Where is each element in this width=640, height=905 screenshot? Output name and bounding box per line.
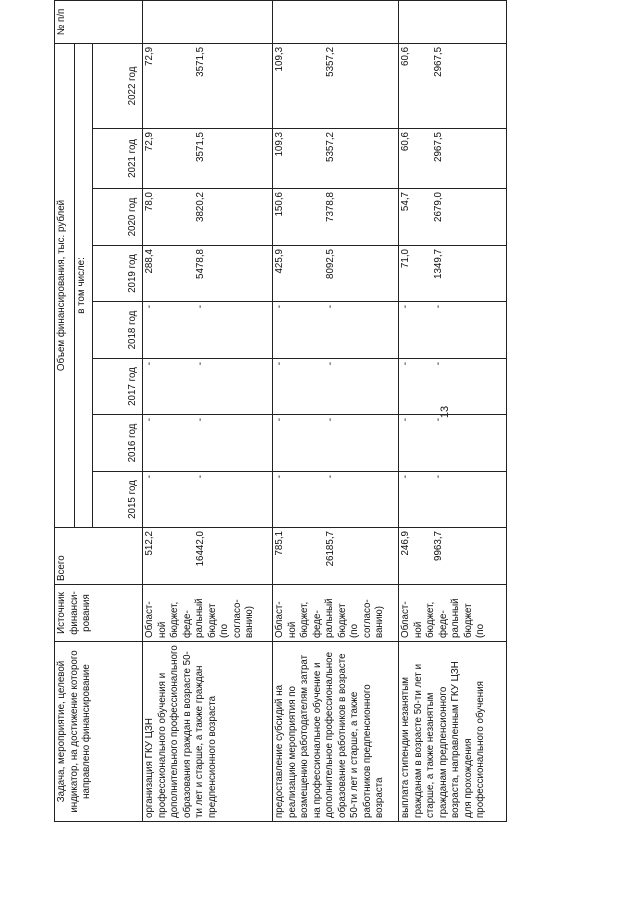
year-cell: [143, 302, 273, 359]
federal-value: 5357,2: [324, 46, 336, 77]
header-year-5: 2019 год: [93, 246, 143, 302]
federal-value: -: [194, 305, 206, 309]
header-year-3: 2017 год: [93, 359, 143, 415]
federal-value: 1349,7: [432, 249, 444, 279]
year-cell: [143, 246, 273, 302]
regional-value: -: [400, 362, 411, 366]
task-text: выплата стипендии незанятым гражданам в возрасте 50-ти лет и старше, а также незанятым гражданам предпенсионного возраста, направленным ГКУ ЦЗН для прохождения профессионального обучения: [399, 642, 507, 822]
federal-value: 9963,7: [432, 531, 444, 561]
year-cell: [273, 189, 399, 246]
year-cell: [273, 246, 399, 302]
header-year-4: 2018 год: [93, 302, 143, 359]
financing-table: [54, 0, 507, 822]
federal-value: 3820,2: [194, 192, 206, 222]
regional-value: -: [144, 418, 155, 422]
header-volume: Объем финансирования, тыс. рублей: [55, 43, 75, 527]
federal-value: 3571,5: [194, 46, 206, 77]
regional-value: -: [400, 475, 411, 479]
header-total: Всего: [55, 528, 143, 585]
value-gap: [287, 362, 325, 411]
year-cell: [273, 415, 399, 472]
federal-value: 2967,5: [432, 132, 444, 162]
federal-value: -: [194, 362, 206, 366]
value-gap: [413, 362, 433, 411]
year-cell: [273, 129, 399, 189]
value-gap: [413, 475, 433, 524]
year-cell: [273, 43, 399, 128]
value-gap: [157, 475, 195, 524]
federal-value: -: [432, 475, 444, 479]
federal-value: -: [194, 475, 206, 479]
regional-value: 512,2: [144, 531, 155, 556]
total-cell: [143, 528, 273, 585]
year-cell: [143, 129, 273, 189]
value-gap: [413, 418, 433, 468]
header-source: Источник финанси-рования: [55, 585, 143, 642]
total-cell: [399, 528, 507, 585]
regional-value: -: [274, 418, 285, 422]
value-gap: [287, 132, 325, 185]
table-row: [273, 0, 399, 821]
regional-value: 60,6: [400, 46, 411, 66]
year-cell: [399, 43, 507, 128]
regional-value: 71,0: [400, 249, 411, 269]
regional-value: -: [400, 305, 411, 309]
value-gap: [413, 132, 433, 185]
year-cell: [399, 246, 507, 302]
regional-value: 72,9: [144, 132, 155, 152]
task-text: организация ГКУ ЦЗН профессионального обучения и дополнительного профессионального образования граждан в возрасте 50-ти лет и старше, а также граждан предпенсионного возраста: [143, 642, 273, 822]
year-cell: [143, 189, 273, 246]
source-text: Област-ной бюджет, феде-ральный бюджет (по согласо-ванию): [143, 585, 273, 642]
header-including: в том числе:: [75, 43, 93, 527]
federal-value: -: [194, 418, 206, 422]
header-year-7: 2021 год: [93, 129, 143, 189]
regional-value: 54,7: [400, 192, 411, 212]
header-year-2: 2016 год: [93, 415, 143, 472]
regional-value: -: [274, 475, 285, 479]
value-gap: [413, 305, 433, 355]
year-cell: [143, 472, 273, 528]
value-gap: [287, 47, 325, 125]
page-number: 13: [439, 405, 451, 419]
federal-value: -: [324, 362, 336, 366]
value-gap: [157, 132, 195, 185]
regional-value: -: [144, 475, 155, 479]
header-year-1: 2015 год: [93, 472, 143, 528]
federal-value: 2967,5: [432, 46, 444, 77]
federal-value: 16442,0: [194, 531, 206, 567]
header-year-6: 2020 год: [93, 189, 143, 246]
value-gap: [157, 418, 195, 468]
value-gap: [413, 531, 433, 581]
federal-value: -: [324, 475, 336, 479]
year-cell: [399, 302, 507, 359]
federal-value: -: [324, 418, 336, 422]
year-cell: [273, 359, 399, 415]
federal-value: -: [432, 305, 444, 309]
total-cell: [273, 528, 399, 585]
source-text: Област-ной бюджет, феде-ральный бюджет (по согласо-ванию): [273, 585, 399, 642]
year-cell: [399, 359, 507, 415]
value-gap: [157, 249, 195, 298]
value-gap: [287, 531, 325, 581]
row-number: [399, 0, 507, 43]
federal-value: 5357,2: [324, 132, 336, 162]
value-gap: [157, 47, 195, 125]
year-cell: [143, 359, 273, 415]
federal-value: 3571,5: [194, 132, 206, 162]
row-number: [143, 0, 273, 43]
value-gap: [287, 249, 325, 298]
value-gap: [157, 362, 195, 411]
year-cell: [399, 472, 507, 528]
year-cell: [399, 129, 507, 189]
regional-value: 60,6: [400, 132, 411, 152]
value-gap: [157, 192, 195, 242]
table-row: [143, 0, 273, 821]
regional-value: 109,3: [274, 132, 285, 157]
federal-value: -: [432, 362, 444, 366]
row-number: [273, 0, 399, 43]
regional-value: 78,0: [144, 192, 155, 212]
header-year-8: 2022 год: [93, 43, 143, 128]
year-cell: [273, 302, 399, 359]
year-cell: [399, 189, 507, 246]
value-gap: [287, 192, 325, 242]
regional-value: 150,6: [274, 192, 285, 217]
year-cell: [143, 43, 273, 128]
year-cell: [399, 415, 507, 472]
value-gap: [413, 47, 433, 125]
header-task: Задача, мероприятие, целевой индикатор, на достижение которого направлено финансирование: [55, 642, 143, 822]
regional-value: -: [144, 362, 155, 366]
regional-value: 425,9: [274, 249, 285, 274]
federal-value: 26185,7: [324, 531, 336, 567]
federal-value: 8092,5: [324, 249, 336, 279]
table-row: [399, 0, 507, 821]
value-gap: [287, 418, 325, 468]
federal-value: 7378,8: [324, 192, 336, 222]
regional-value: 109,3: [274, 46, 285, 72]
value-gap: [287, 305, 325, 355]
regional-value: 72,9: [144, 46, 155, 66]
task-text: предоставление субсидий на реализацию мероприятия по возмещению работодателям затрат на профессиональное обучение и дополнительное профессиональное образование работников в возрасте 50-ти лет и старше, а также работников предпенсионного возраста: [273, 642, 399, 822]
header-num: № п/п: [55, 0, 143, 43]
regional-value: -: [400, 418, 411, 422]
value-gap: [157, 305, 195, 355]
federal-value: -: [432, 418, 444, 422]
rotated-content: [54, 2, 604, 822]
regional-value: 288,4: [144, 249, 155, 274]
regional-value: -: [274, 305, 285, 309]
value-gap: [157, 531, 195, 581]
value-gap: [413, 192, 433, 242]
regional-value: -: [274, 362, 285, 366]
regional-value: 246,9: [400, 531, 411, 556]
year-cell: [143, 415, 273, 472]
source-text: Област-ной бюджет, феде-ральный бюджет (по: [399, 585, 507, 642]
federal-value: -: [324, 305, 336, 309]
federal-value: 2679,0: [432, 192, 444, 222]
regional-value: -: [144, 305, 155, 309]
regional-value: 785,1: [274, 531, 285, 556]
value-gap: [413, 249, 433, 298]
value-gap: [287, 475, 325, 524]
federal-value: 5478,8: [194, 249, 206, 279]
year-cell: [273, 472, 399, 528]
